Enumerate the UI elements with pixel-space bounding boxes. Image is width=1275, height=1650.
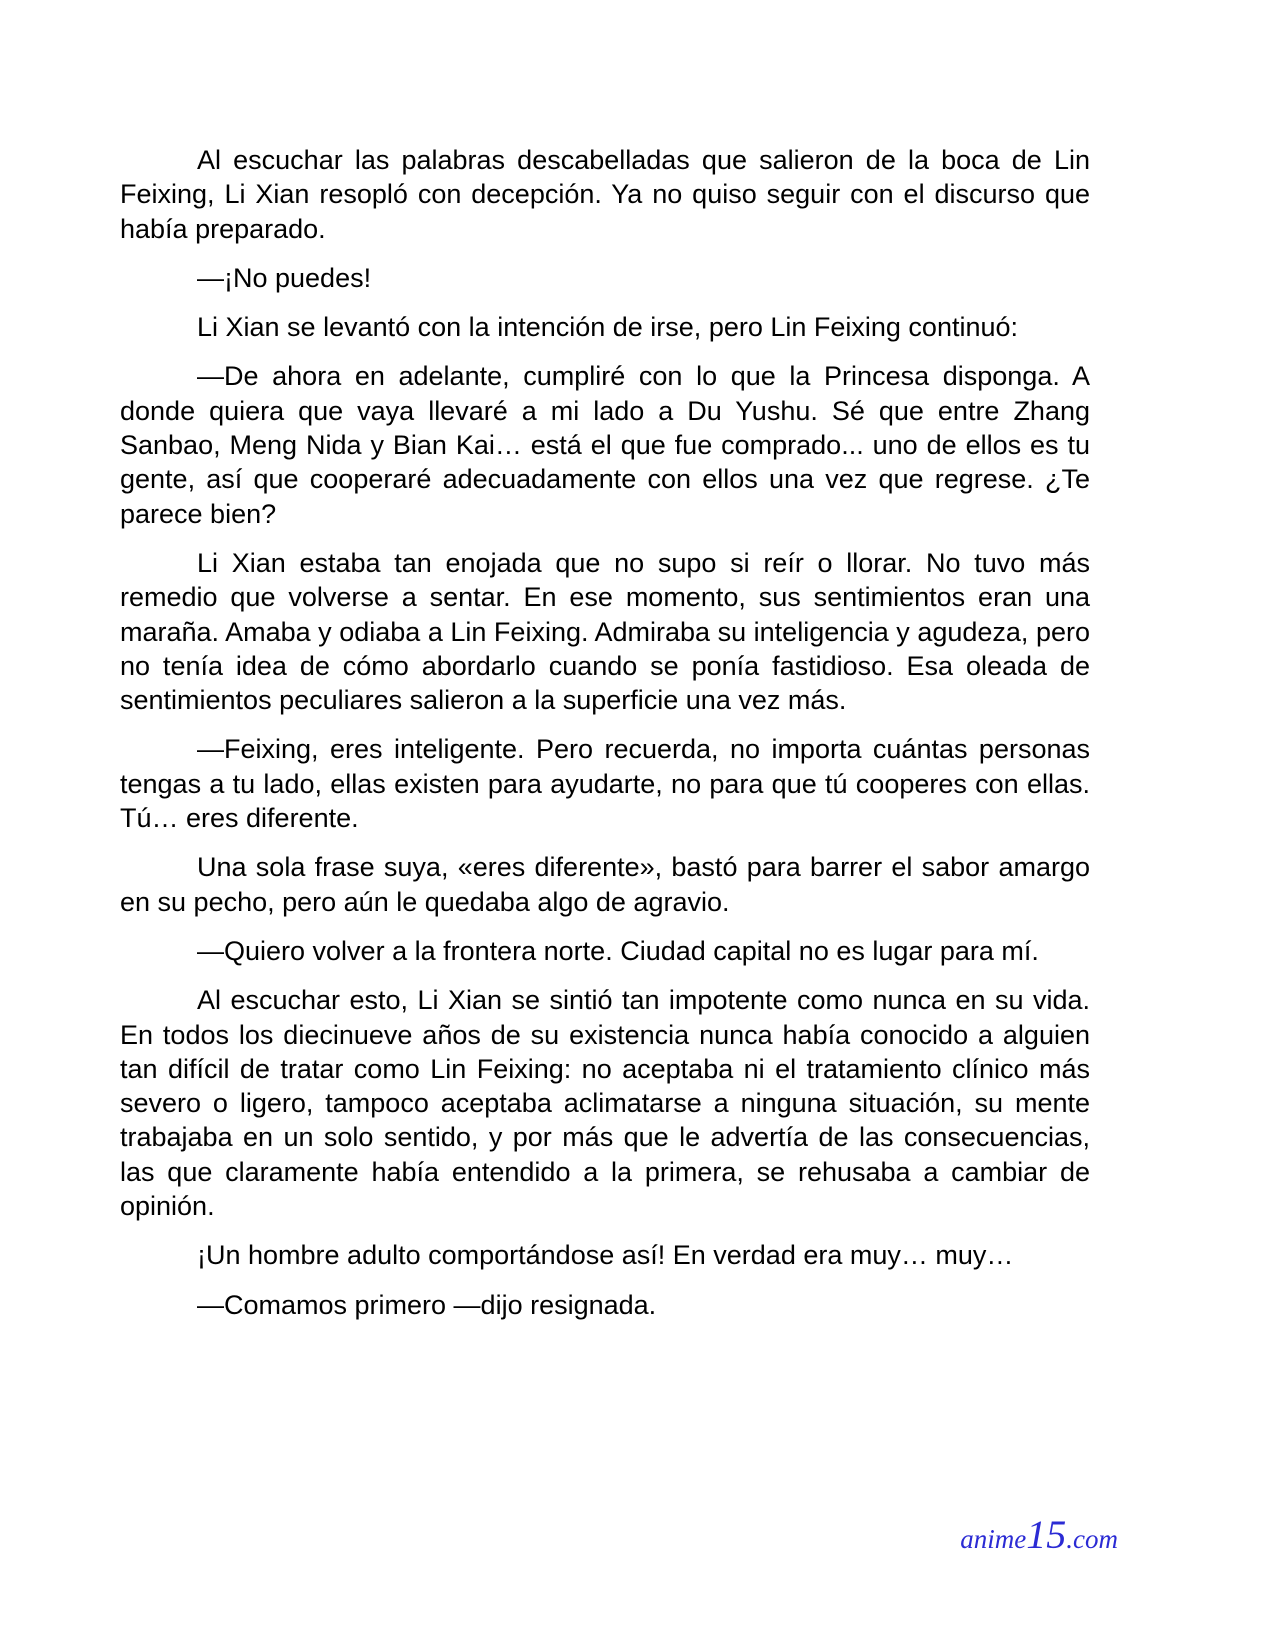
watermark-prefix: anime (960, 1524, 1027, 1554)
paragraph: Al escuchar esto, Li Xian se sintió tan impotente como nunca en su vida. En todos los diecinueve años de su existencia nunca había conocido a alguien tan difícil de tratar como Lin Feixing: no aceptaba ni el tratamiento clínico más severo o ligero, tampoco aceptaba aclimatarse a ninguna situación, su mente trabajaba en un solo sentido, y por más que le advertía de las consecuencias, las que claramente había entendido a la primera, se rehusaba a cambiar de opinión. (120, 985, 1090, 1222)
body-text (120, 143, 1090, 1337)
site-watermark (960, 1511, 1118, 1558)
paragraph: ¡Un hombre adulto comportándose así! En verdad era muy… muy… (197, 1240, 1014, 1271)
paragraph: —Feixing, eres inteligente. Pero recuerda, no importa cuántas personas tengas a tu lado, ellas existen para ayudarte, no para que tú cooperes con ellas. Tú… eres diferente. (120, 734, 1090, 834)
paragraph: —Comamos primero —dijo resignada. (197, 1289, 657, 1320)
paragraph: Al escuchar las palabras descabelladas que salieron de la boca de Lin Feixing, Li Xian resopló con decepción. Ya no quiso seguir con el discurso que había preparado. (120, 145, 1090, 244)
paragraph: Li Xian se levantó con la intención de irse, pero Lin Feixing continuó: (197, 312, 1019, 343)
paragraph: —¡No puedes! (197, 262, 372, 293)
paragraph: Una sola frase suya, «eres diferente», bastó para barrer el sabor amargo en su pecho, pero aún le quedaba algo de agravio. (120, 852, 1090, 917)
paragraph: —Quiero volver a la frontera norte. Ciudad capital no es lugar para mí. (197, 935, 1039, 966)
watermark-suffix: .com (1066, 1524, 1118, 1554)
paragraph: Li Xian estaba tan enojada que no supo si reír o llorar. No tuvo más remedio que volverse a sentar. En ese momento, sus sentimientos eran una maraña. Amaba y odiaba a Lin Feixing. Admiraba su inteligencia y agudeza, pero no tenía idea de cómo abordarlo cuando se ponía fastidioso. Esa oleada de sentimientos peculiares salieron a la superficie una vez más. (120, 547, 1090, 716)
watermark-number: 15 (1026, 1512, 1067, 1557)
paragraph: —De ahora en adelante, cumpliré con lo que la Princesa disponga. A donde quiera que vaya llevaré a mi lado a Du Yushu. Sé que entre Zhang Sanbao, Meng Nida y Bian Kai… está el que fue comprado... uno de ellos es tu gente, así que cooperaré adecuadamente con ellos una vez que regrese. ¿Te parece bien? (120, 361, 1090, 529)
